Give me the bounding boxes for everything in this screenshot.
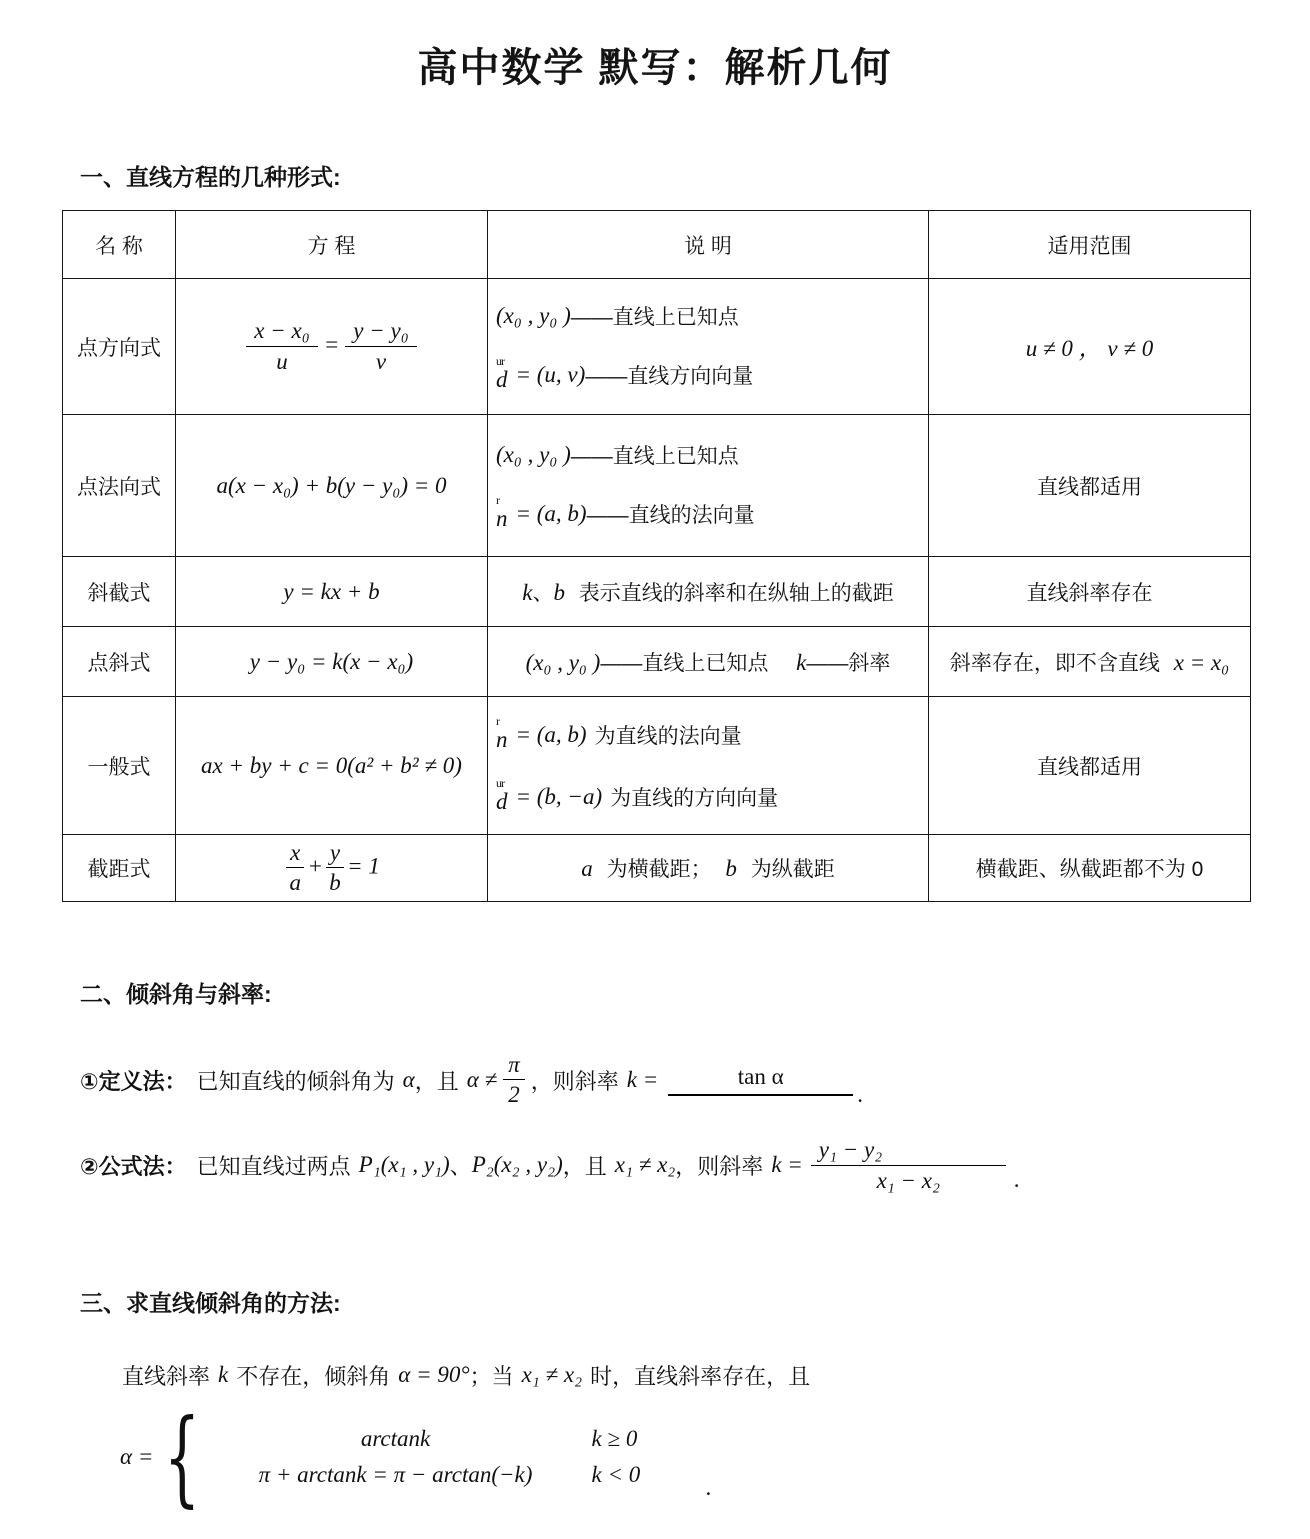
row3-explanation: k、b 表示直线的斜率和在纵轴上的截距 [488,557,929,627]
row1-name: 点方向式 [63,279,176,415]
row1-explanation [488,279,929,415]
formula-method-label: ②公式法： [80,1153,187,1179]
known-point-note: (x₀ , y₀ ) ——直线上已知点 [496,302,739,329]
vector-arrow-mark: r [496,713,499,728]
row6-scope: 横截距、纵截距都不为 0 [929,835,1251,902]
table-row-general [63,697,1251,835]
direction-vector-note: ur d = (u, v) ——直线方向向量 [496,353,754,392]
header-explanation: 说 明 [488,211,929,279]
section-2-heading: 二、倾斜角与斜率: [80,981,272,1008]
row2-explanation [488,415,929,557]
row5-explanation [488,697,929,835]
row4-explanation: (x₀ , y₀ )——直线上已知点 k——斜率 [488,627,929,697]
row6-name: 截距式 [63,835,176,902]
header-scope: 适用范围 [929,211,1251,279]
normal-vector-note: r n = (a, b) 为直线的法向量 [496,713,742,752]
direction-vector-note: ur d = (b, −a) 为直线的方向向量 [496,775,779,814]
known-point-note: (x₀ , y₀ ) ——直线上已知点 [496,441,739,468]
row5-scope: 直线都适用 [929,697,1251,835]
row4-name: 点斜式 [63,627,176,697]
inclination-cases-formula: α = { arctank k ≥ 0 π + arctank = π − arctan(−k) k < 0 . [120,1395,712,1518]
row3-scope: 直线斜率存在 [929,557,1251,627]
vector-d: ur d [496,353,508,392]
vector-arrow-mark: r [496,492,499,507]
cases-grid: arctank k ≥ 0 π + arctank = π − arctan(−k) k < 0 [258,1426,641,1488]
table-header-row [63,211,1251,279]
row6-equation: $\frac{x}{a}$ + $\frac{y}{b}$ = 1 [176,835,488,902]
header-equation: 方 程 [176,211,488,279]
row5-name: 一般式 [63,697,176,835]
slope-fraction-blank: $\frac{\text{y₁ − y₂}}{\text{x₁ − x₂}}$ [811,1138,1006,1193]
definition-method-line: ①定义法： 已知直线的倾斜角为 α ，且 α ≠ $\frac{\pi}{2}$ ，则斜率 k = tan α . [80,1052,863,1108]
line-forms-table [62,210,1251,902]
pi-over-2-fraction: $\frac{\pi}{2}$ [503,1053,525,1107]
fraction: $\frac{\text{y − y₀}}{v}$ [345,319,416,374]
row3-name: 斜截式 [63,557,176,627]
fraction: $\frac{y}{b}$ [326,841,344,895]
section-1-heading: 一、直线方程的几种形式: [80,164,341,190]
header-name: 名 称 [63,211,176,279]
row2-equation: a(x − x₀) + b(y − y₀) = 0 [176,415,488,557]
definition-method-label: ①定义法： [80,1068,187,1094]
row1-equation: $\frac{\text{x − x₀}}{u}$ = $\frac{\text{y − y₀}}{v}$ [176,279,488,415]
page-title: 高中数学 默写：解析几何 [417,46,893,90]
row1-scope: u ≠ 0 ， v ≠ 0 [929,279,1251,415]
vector-n: r n [496,492,508,531]
row6-explanation: a 为横截距； b 为纵截距 [488,835,929,902]
row5-equation: ax + by + c = 0(a² + b² ≠ 0) [176,697,488,835]
table-row-slope-intercept [63,557,1251,627]
table-row-point-direction [63,279,1251,415]
normal-vector-note: r n = (a, b) ——直线的法向量 [496,492,755,531]
vector-arrow-mark: ur [496,775,504,790]
left-brace: { [164,1395,201,1518]
fraction: $\frac{\text{x − x₀}}{u}$ [246,319,317,374]
table-row-point-slope [63,627,1251,697]
vector-d: ur d [496,775,508,814]
row2-scope: 直线都适用 [929,415,1251,557]
section-3-heading: 三、求直线倾斜角的方法: [80,1289,341,1316]
row4-equation: y − y₀ = k(x − x₀) [176,627,488,697]
table-row-intercept [63,835,1251,902]
fill-in-blank-tan-alpha: tan α [668,1064,853,1096]
formula-method-line: ②公式法： 已知直线过两点 P₁(x₁ , y₁) 、 P₂(x₂ , y₂) ，且 x₁ ≠ x₂ ，则斜率 k = $\frac{\text{y₁ − y₂}}{\text{x₁ − x₂}}$ . [80,1136,1020,1193]
row3-equation: y = kx + b [176,557,488,627]
row2-name: 点法向式 [63,415,176,557]
vector-arrow-mark: ur [496,353,504,368]
row4-scope: 斜率存在，即不含直线 x = x₀ [929,627,1251,697]
document-page [0,36,1310,1518]
table-row-point-normal [63,415,1251,557]
section-3-body: 直线斜率 k 不存在，倾斜角 α = 90° ；当 x₁ ≠ x₂ 时，直线斜率存在，且 [122,1362,811,1389]
vector-n: r n [496,713,508,752]
fraction: $\frac{x}{a}$ [286,841,304,895]
